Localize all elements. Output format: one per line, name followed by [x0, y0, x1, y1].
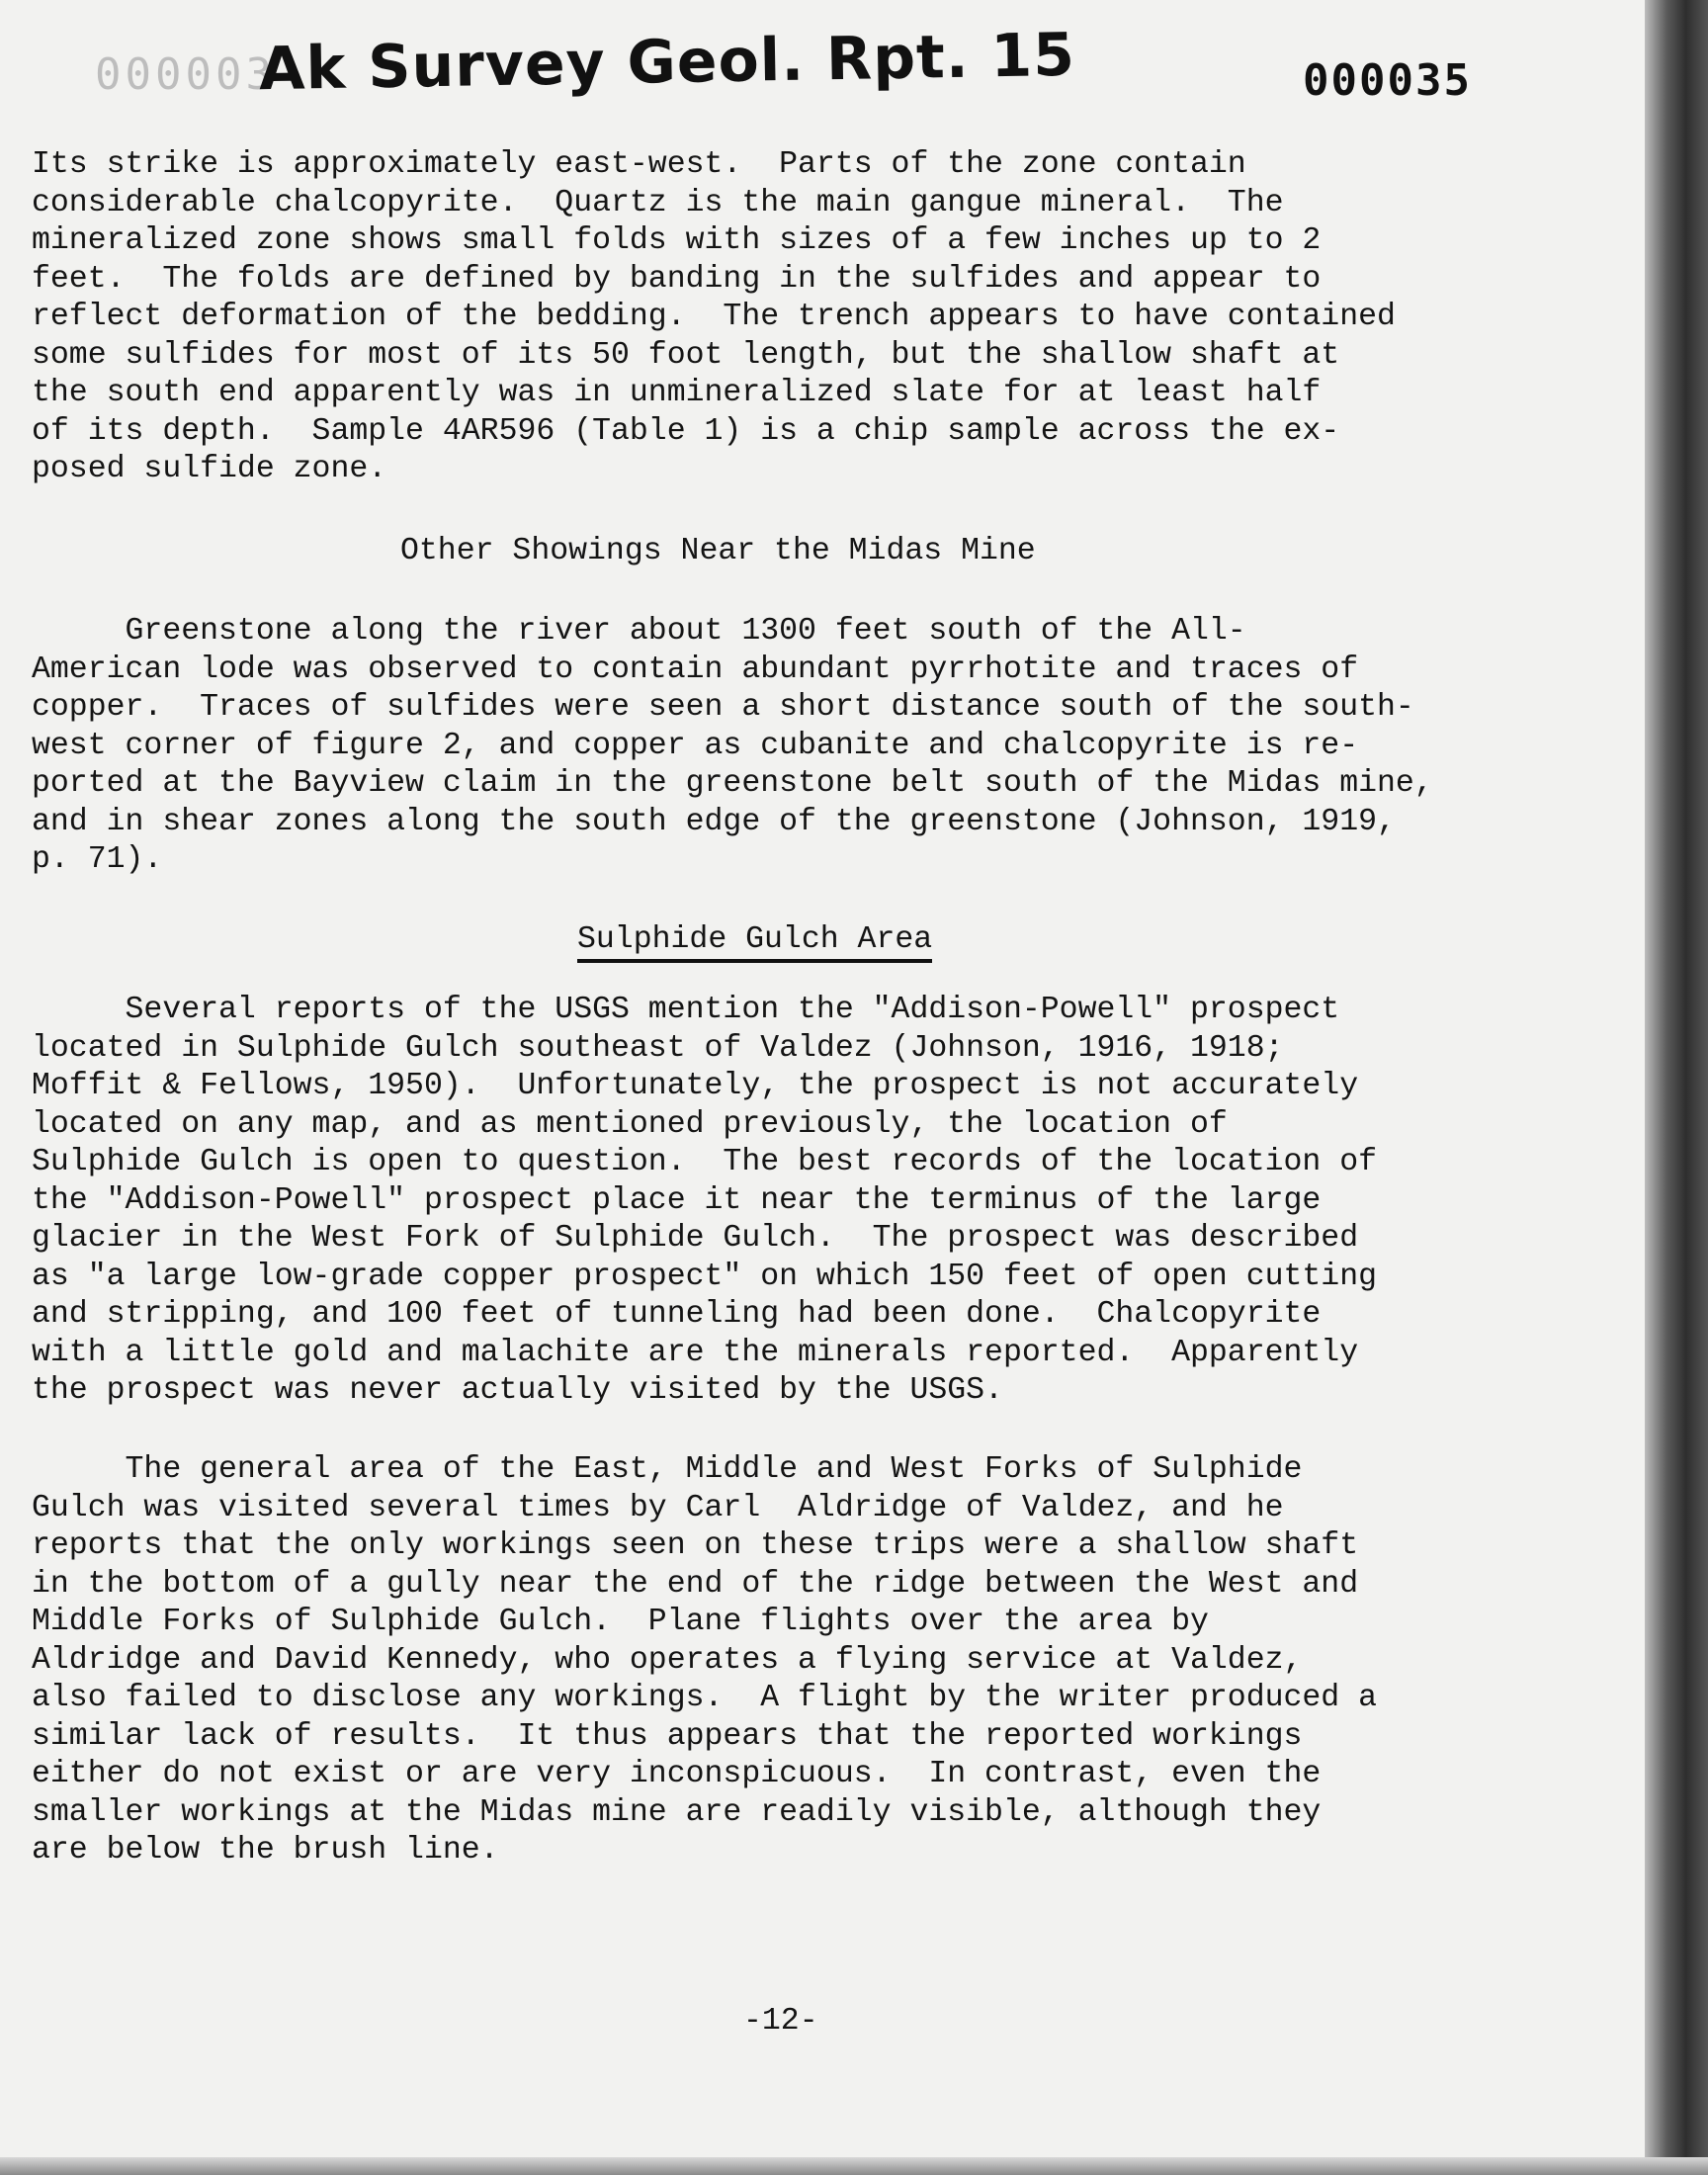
text-line: glacier in the West Fork of Sulphide Gulch. The prospect was described [32, 1221, 1359, 1256]
text-line: as "a large low-grade copper prospect" on which 150 feet of open cutting [32, 1259, 1378, 1294]
text-line: Several reports of the USGS mention the "Addison-Powell" prospect [32, 993, 1340, 1027]
text-line: similar lack of results. It thus appears that the reported workings [32, 1718, 1303, 1754]
text-line: also failed to disclose any workings. A flight by the writer produced a [32, 1681, 1378, 1715]
text-line: reflect deformation of the bedding. The trench appears to have contained [32, 300, 1396, 334]
other-showings-paragraph [32, 613, 1433, 880]
text-line: with a little gold and malachite are the minerals reported. Apparently [32, 1335, 1359, 1370]
text-line: some sulfides for most of its 50 foot length, but the shallow shaft at [32, 337, 1340, 373]
text-line: and stripping, and 100 feet of tunneling had been done. Chalcopyrite [32, 1297, 1322, 1332]
text-line: mineralized zone shows small folds with sizes of a few inches up to 2 [32, 223, 1322, 258]
text-line: reports that the only workings seen on these trips were a shallow shaft [32, 1528, 1359, 1563]
section-heading-other-showings: Other Showings Near the Midas Mine [400, 534, 1036, 568]
text-line: ported at the Bayview claim in the greenstone belt south of the Midas mine, [32, 766, 1433, 801]
text-line: Gulch was visited several times by Carl Aldridge of Valdez, and he [32, 1490, 1284, 1525]
text-line: west corner of figure 2, and copper as cubanite and chalcopyrite is re- [32, 728, 1359, 763]
text-line: and in shear zones along the south edge of the greenstone (Johnson, 1919, [32, 804, 1396, 839]
text-line: The general area of the East, Middle and West Forks of Sulphide [32, 1452, 1303, 1487]
text-line: either do not exist or are very inconspicuous. In contrast, even the [32, 1757, 1322, 1791]
text-line: smaller workings at the Midas mine are readily visible, although they [32, 1794, 1322, 1830]
text-line: p. 71). [32, 842, 163, 877]
text-line: Greenstone along the river about 1300 feet south of the All- [32, 614, 1246, 649]
text-line: the south end apparently was in unmineralized slate for at least half [32, 376, 1322, 410]
document-stamp-number: 000035 [1303, 55, 1472, 106]
text-line: Its strike is approximately east-west. Parts of the zone contain [32, 147, 1246, 182]
text-line: Middle Forks of Sulphide Gulch. Plane flights over the area by [32, 1605, 1209, 1639]
text-line: Moffit & Fellows, 1950). Unfortunately, the prospect is not accurately [32, 1069, 1359, 1103]
scan-bottom-shadow [0, 2157, 1708, 2175]
text-line: the "Addison-Powell" prospect place it near the terminus of the large [32, 1182, 1322, 1218]
text-line: the prospect was never actually visited by the USGS. [32, 1373, 1003, 1408]
text-line: of its depth. Sample 4AR596 (Table 1) is a chip sample across the ex- [32, 413, 1340, 449]
text-line: copper. Traces of sulfides were seen a short distance south of the south- [32, 690, 1414, 725]
page-number-footer: -12- [743, 2004, 818, 2039]
sulphide-gulch-paragraph-2 [32, 1451, 1377, 1870]
text-line: considerable chalcopyrite. Quartz is the main gangue mineral. The [32, 185, 1284, 220]
text-line: Aldridge and David Kennedy, who operates a flying service at Valdez, [32, 1642, 1303, 1678]
text-line: located on any map, and as mentioned previously, the location of [32, 1106, 1228, 1142]
section-heading-sulphide-gulch: Sulphide Gulch Area [577, 922, 932, 963]
text-line: posed sulfide zone. [32, 452, 387, 486]
text-line: American lode was observed to contain abundant pyrrhotite and traces of [32, 652, 1359, 687]
text-line: feet. The folds are defined by banding in the sulfides and appear to [32, 261, 1322, 297]
text-line: in the bottom of a gully near the end of the ridge between the West and [32, 1566, 1359, 1602]
scan-edge-shadow [1645, 0, 1708, 2175]
faded-stamp-number: 000003 [95, 49, 276, 100]
text-line: located in Sulphide Gulch southeast of Valdez (Johnson, 1916, 1918; [32, 1030, 1284, 1066]
text-line: Sulphide Gulch is open to question. The best records of the location of [32, 1145, 1378, 1179]
handwritten-annotation: Ak Survey Geol. Rpt. 15 [258, 20, 1076, 105]
intro-paragraph [32, 146, 1396, 489]
text-line: are below the brush line. [32, 1833, 499, 1868]
sulphide-gulch-paragraph-1 [32, 992, 1377, 1411]
